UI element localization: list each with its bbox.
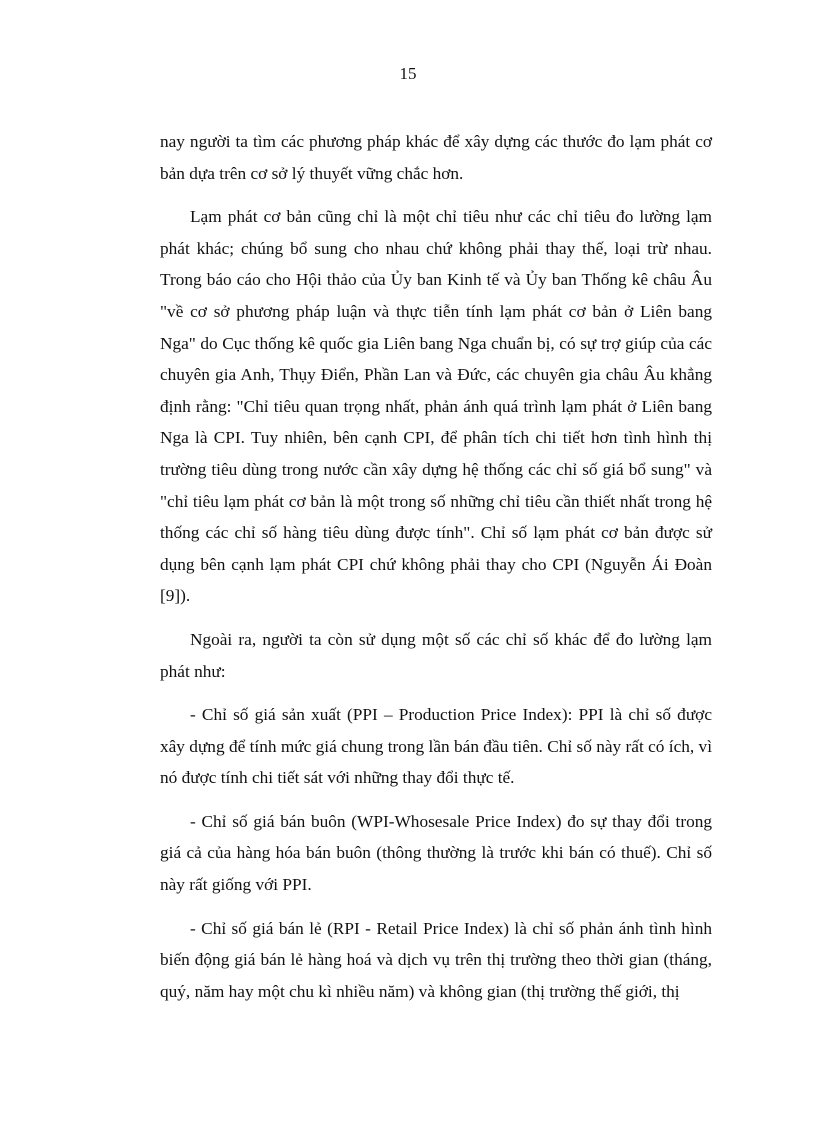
paragraph-wpi: - Chỉ số giá bán buôn (WPI-Whosesale Price Index) đo sự thay đổi trong giá cả của hàng hóa bán buôn (thông thường là trước khi bán có thuế). Chỉ số này rất giống với PPI.: [160, 811, 712, 895]
page-number: 15: [399, 64, 417, 83]
paragraph-rpi: - Chỉ số giá bán lẻ (RPI - Retail Price Index) là chỉ số phản ánh tình hình biến động giá bán lẻ hàng hoá và dịch vụ trên thị trường theo thời gian (tháng, quý, năm hay một chu kì nhiều năm) và không gian (thị trường thế giới, thị: [160, 918, 712, 1001]
paragraph-continuation: nay người ta tìm các phương pháp khác để xây dựng các thước đo lạm phát cơ bản dựa trên cơ sở lý thuyết vững chắc hơn.: [160, 132, 712, 183]
document-body: [160, 126, 712, 1019]
paragraph-other-indices-intro: Ngoài ra, người ta còn sử dụng một số các chỉ số khác để đo lường lạm phát như:: [160, 629, 712, 681]
paragraph-core-inflation: Lạm phát cơ bản cũng chỉ là một chỉ tiêu như các chỉ tiêu đo lường lạm phát khác; chúng bổ sung cho nhau chứ không phải thay thế, loại trừ nhau. Trong báo cáo cho Hội thảo của Ủy ban Kinh tế và Ủy ban Thống kê châu Âu "về cơ sở phương pháp luận và thực tiễn tính lạm phát cơ bản ở Liên bang Nga" do Cục thống kê quốc gia Liên bang Nga chuẩn bị, có sự trợ giúp của các chuyên gia Anh, Thụy Điển, Phần Lan và Đức, các chuyên gia châu Âu khẳng định rằng: "Chỉ tiêu quan trọng nhất, phản ánh quá trình lạm phát ở Liên bang Nga là CPI. Tuy nhiên, bên cạnh CPI, để phân tích chi tiết hơn tình hình thị trường tiêu dùng trong nước cần xây dựng hệ thống các chỉ số giá bổ sung" và "chỉ tiêu lạm phát cơ bản là một trong số những chỉ tiêu cần thiết nhất trong hệ thống các chỉ số hàng tiêu dùng được tính". Chỉ số lạm phát cơ bản được sử dụng bên cạnh lạm phát CPI chứ không phải thay cho CPI (Nguyễn Ái Đoàn [9]).: [160, 207, 712, 606]
paragraph-ppi: - Chỉ số giá sản xuất (PPI – Production Price Index): PPI là chỉ số được xây dựng để tính mức giá chung trong lần bán đầu tiên. Chỉ số này rất có ích, vì nó được tính chi tiết sát với những thay đổi thực tế.: [160, 705, 712, 788]
